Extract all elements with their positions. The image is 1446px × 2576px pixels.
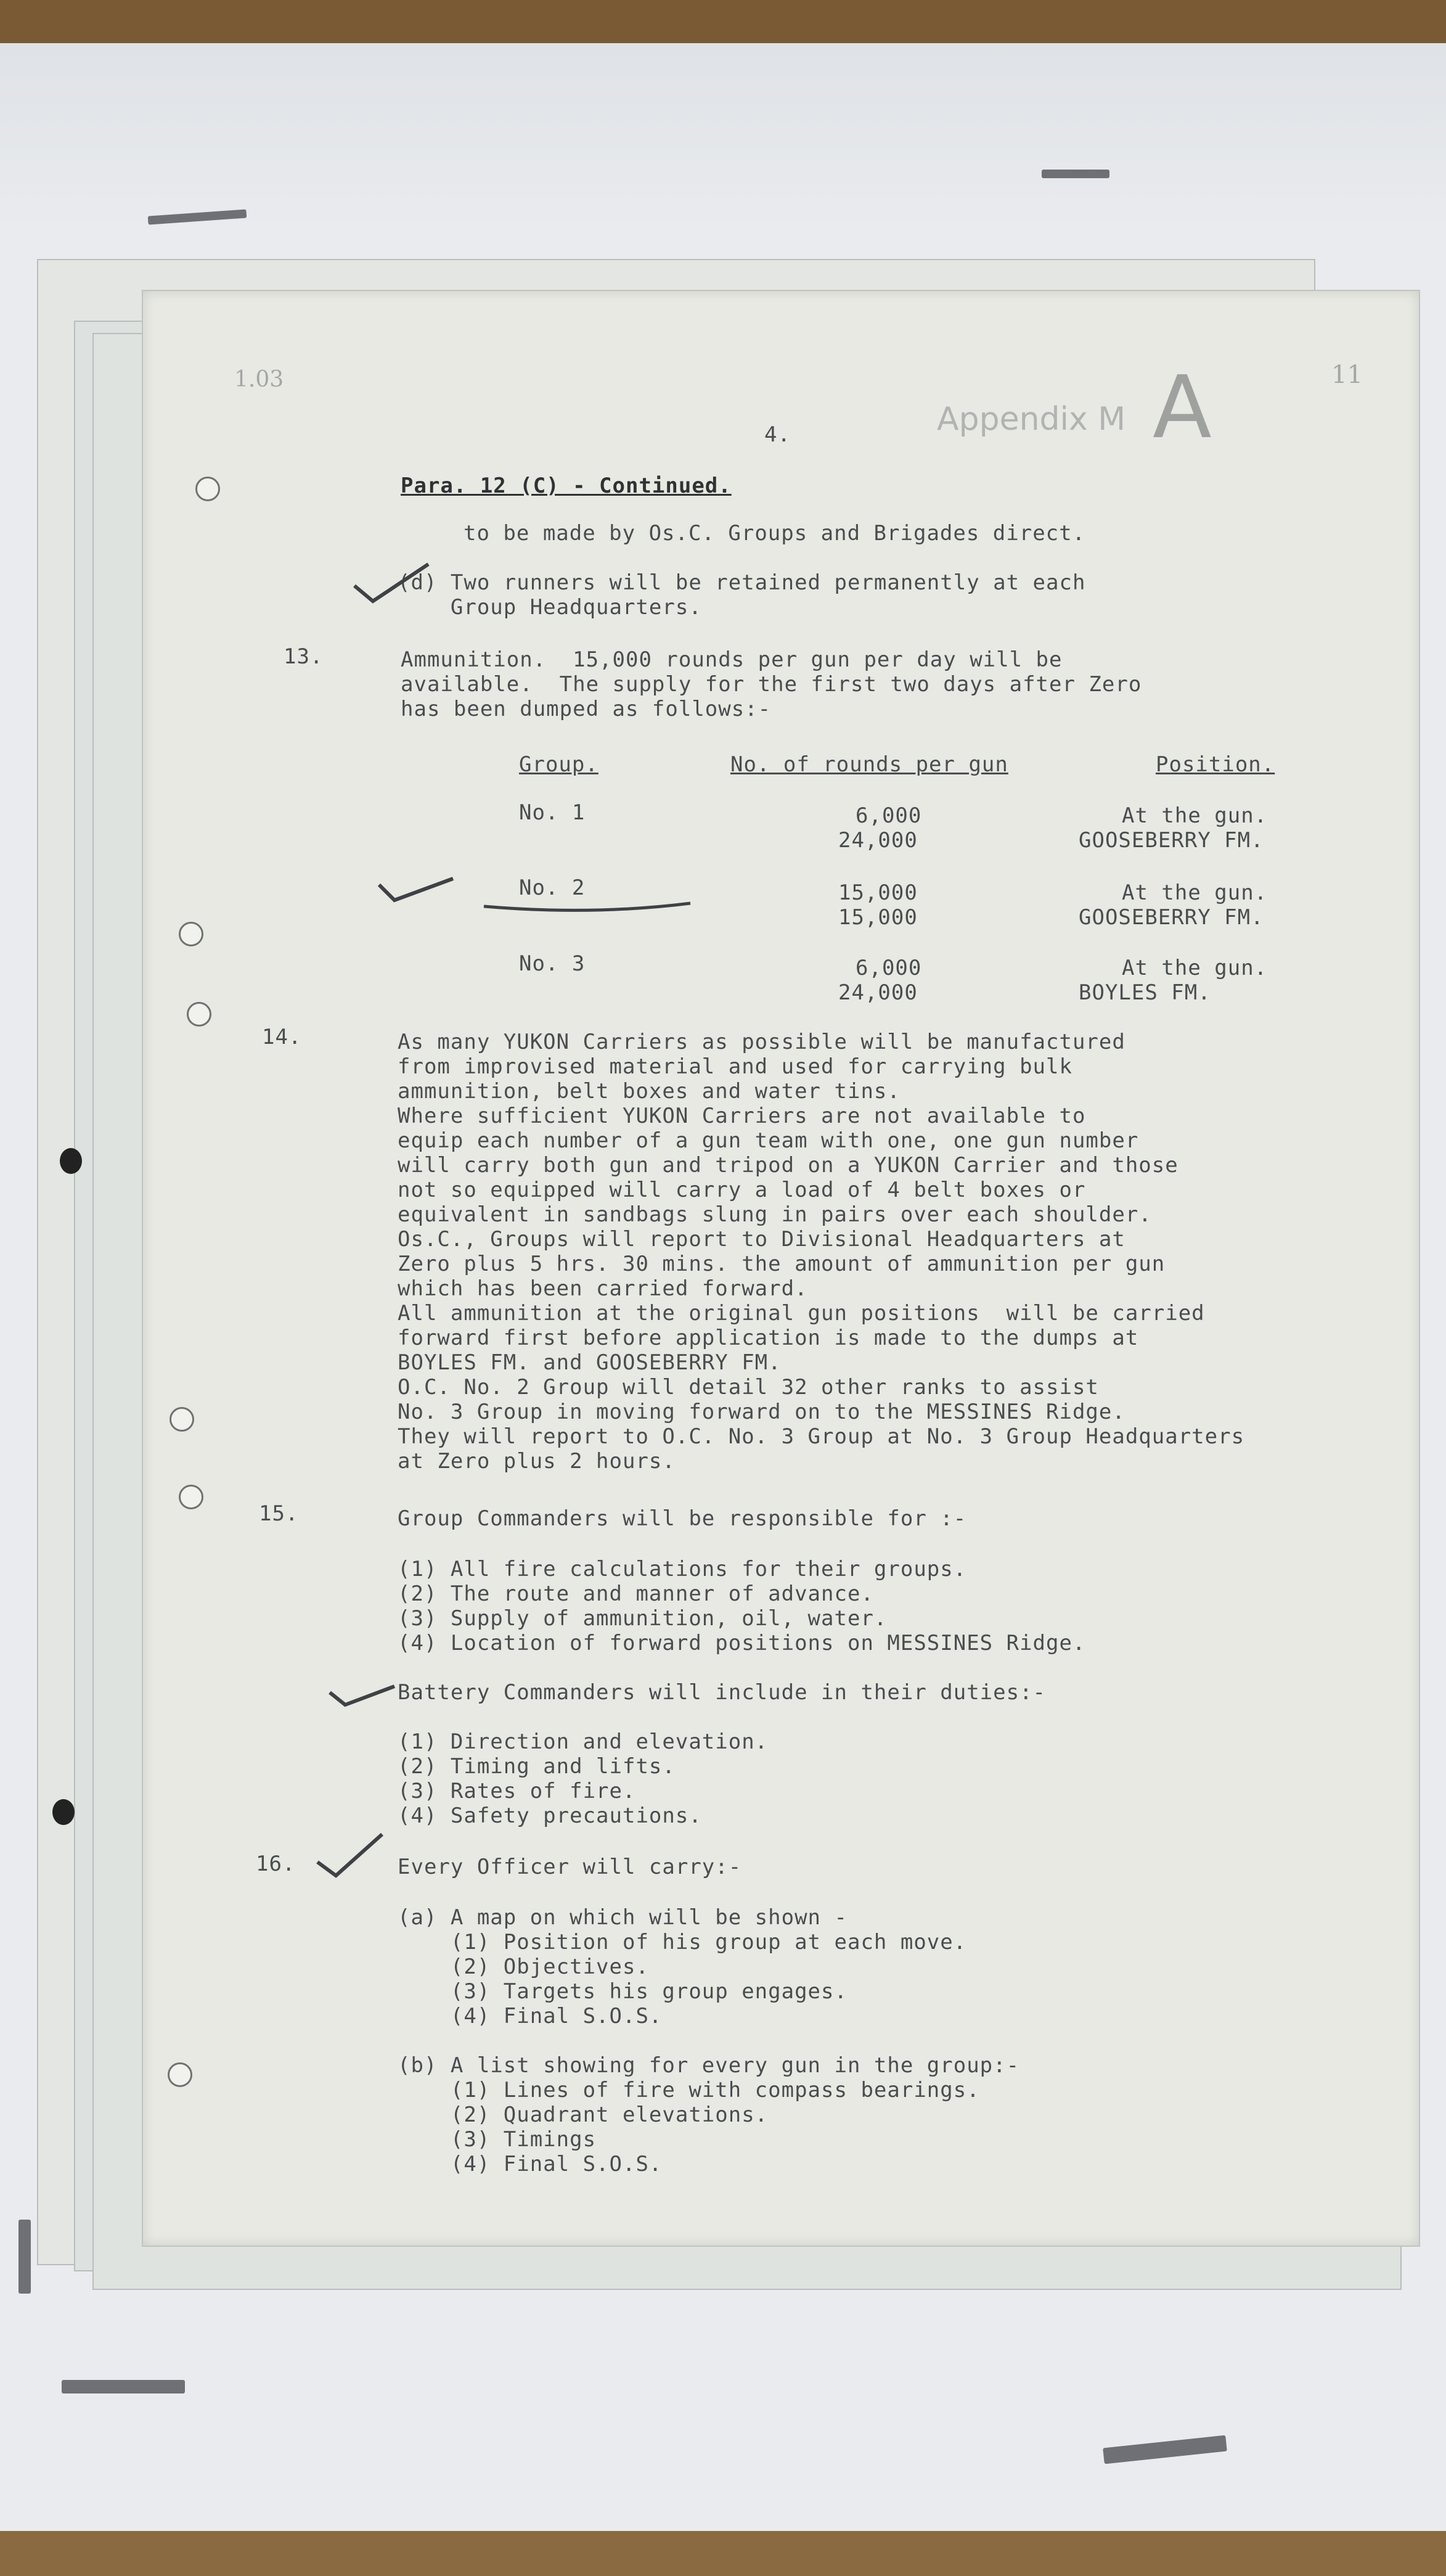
pencil-scribble bbox=[1042, 170, 1109, 178]
table-row-rounds: 24,000 bbox=[838, 828, 918, 853]
pencil-tick-mark bbox=[376, 869, 456, 906]
para-13-number: 13. bbox=[284, 644, 324, 669]
table-row-rounds: 15,000 bbox=[838, 880, 918, 905]
table-row-rounds: 24,000 bbox=[838, 980, 918, 1005]
para-16-number: 16. bbox=[256, 1852, 296, 1876]
punch-hole bbox=[179, 1485, 203, 1509]
appendix-letter: A bbox=[1153, 358, 1212, 458]
pencil-tick-mark bbox=[351, 558, 431, 607]
page-number: 4. bbox=[764, 422, 791, 447]
table-row-position: At the gun. bbox=[1122, 880, 1268, 905]
pencil-tick-mark bbox=[327, 1677, 401, 1714]
table-row-rounds: 6,000 bbox=[856, 956, 922, 980]
table-row-position: GOOSEBERRY FM. bbox=[1079, 905, 1264, 930]
para-16-a: (a) A map on which will be shown - (1) Position of his group at each move. (2) Objectives. (3) Targets his group engages. (4) Final S.O.S. bbox=[398, 1905, 967, 2028]
table-row-position: BOYLES FM. bbox=[1079, 980, 1211, 1005]
punch-hole bbox=[168, 2062, 192, 2087]
battery-intro: Battery Commanders will include in their duties:- bbox=[398, 1680, 1047, 1705]
punch-hole bbox=[170, 1407, 194, 1432]
punch-hole bbox=[179, 922, 203, 946]
para-16-text: Every Officer will carry:- bbox=[398, 1855, 742, 1879]
para-15-list: (1) All fire calculations for their groups. (2) The route and manner of advance. (3) Supply of ammunition, oil, water. (4) Location of forward positions on MESSINES Ridge. bbox=[398, 1557, 1086, 1655]
table-header-rounds: No. of rounds per gun bbox=[730, 752, 1008, 777]
table-header-position: Position. bbox=[1156, 752, 1275, 777]
table-row-group: No. 2 bbox=[519, 876, 586, 900]
table-row-position: At the gun. bbox=[1122, 803, 1268, 828]
pencil-underline bbox=[481, 894, 703, 919]
table-header-group: Group. bbox=[519, 752, 598, 777]
table-row-position: GOOSEBERRY FM. bbox=[1079, 828, 1264, 853]
table-row-group: No. 3 bbox=[519, 951, 586, 976]
para-14-number: 14. bbox=[262, 1025, 302, 1049]
table-row-group: No. 1 bbox=[519, 800, 586, 825]
para-15-number: 15. bbox=[259, 1501, 299, 1526]
punch-hole bbox=[187, 1002, 211, 1027]
punch-hole bbox=[52, 1799, 75, 1825]
pencil-scribble bbox=[18, 2220, 31, 2294]
appendix-label: Appendix M bbox=[937, 401, 1126, 438]
para-15-text: Group Commanders will be responsible for :- bbox=[398, 1506, 967, 1531]
para-13-text: Ammunition. 15,000 rounds per gun per day will be available. The supply for the first two days after Zero has been dumped as follows:- bbox=[401, 647, 1142, 721]
para-heading: Para. 12 (C) - Continued. bbox=[401, 474, 732, 498]
pencil-scribble bbox=[62, 2380, 185, 2393]
corner-number: 11 bbox=[1331, 361, 1363, 389]
table-row-position: At the gun. bbox=[1122, 956, 1268, 980]
battery-list: (1) Direction and elevation. (2) Timing and lifts. (3) Rates of fire. (4) Safety precautions. bbox=[398, 1729, 769, 1828]
para-16-b: (b) A list showing for every gun in the group:- (1) Lines of fire with compass bearings. (2) Quadrant elevations. (3) Timings (4) Final S.O.S. bbox=[398, 2053, 1020, 2176]
intro-line: to be made by Os.C. Groups and Brigades direct. bbox=[464, 521, 1086, 546]
pencil-tick-mark bbox=[314, 1831, 388, 1881]
table-row-rounds: 15,000 bbox=[838, 905, 918, 930]
wood-surface bbox=[0, 2531, 1446, 2576]
punch-hole bbox=[195, 477, 220, 501]
board-shade bbox=[0, 43, 1446, 228]
item-d: (d) Two runners will be retained permanently at each Group Headquarters. bbox=[398, 570, 1086, 620]
punch-hole bbox=[60, 1148, 82, 1174]
table-row-rounds: 6,000 bbox=[856, 803, 922, 828]
corner-mark: 1.03 bbox=[234, 367, 284, 392]
para-14-text: As many YUKON Carriers as possible will be manufactured from improvised material and used for carrying bulk ammunition, belt boxes and water tins. Where sufficient YUKON Carriers are not available to equip each number of a gun team with one, one gun number will carry both gun and tripod on a YUKON Carrier and those not so equipped will carry a load of 4 belt boxes or equivalent in sandbags slung in pairs over each shoulder. Os.C., Groups will report to Divisional Headquarters at Zero plus 5 hrs. 30 mins. the amount of ammunition per gun which has been carried forward. All ammunition at the original gun positions will be carried forward first before application is made to the dumps at BOYLES FM. and GOOSEBERRY FM. O.C. No. 2 Group will detail 32 other ranks to assist No. 3 Group in moving forward on to the MESSINES Ridge. They will report to O.C. No. 3 Group at No. 3 Group Headquarters at Zero plus 2 hours. bbox=[398, 1030, 1245, 1474]
